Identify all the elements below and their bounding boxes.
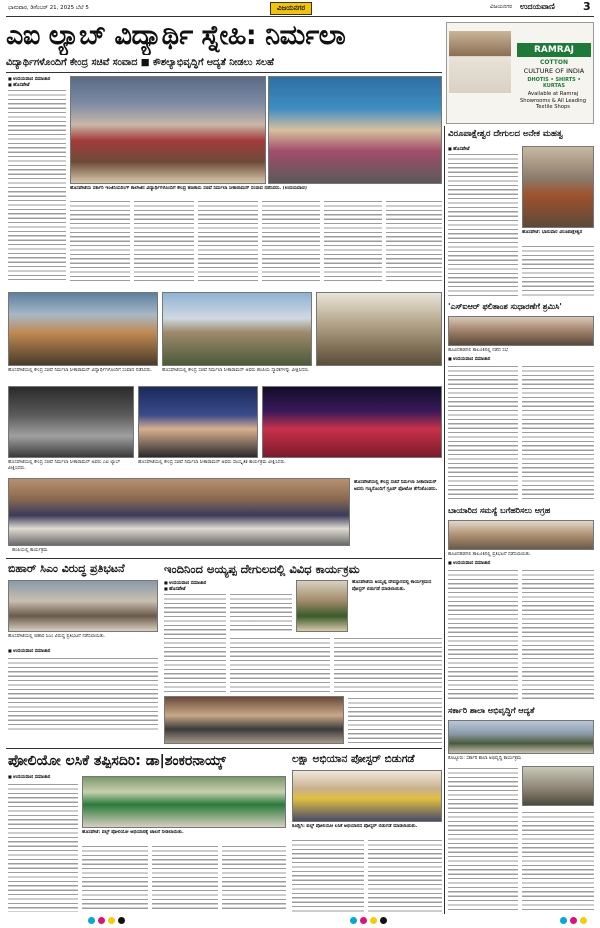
story2-body-col2 bbox=[522, 364, 594, 502]
ad-product: COTTON bbox=[540, 59, 568, 66]
page-number: 3 bbox=[583, 0, 591, 13]
lead-body-col5 bbox=[262, 199, 320, 281]
group-photo bbox=[8, 478, 350, 546]
ayyappa-body-col5 bbox=[348, 696, 442, 744]
strip-photo-4 bbox=[8, 386, 134, 458]
section-tag: ವಿಜಯನಗರ bbox=[270, 2, 312, 15]
lead-dateline: ■ ಹೊಸಪೇಟೆ bbox=[8, 82, 30, 88]
ad-brand-logo: RAMRAJ bbox=[517, 43, 591, 57]
lead-rule bbox=[6, 72, 442, 73]
laksha-photo bbox=[292, 770, 442, 822]
lead-byline: ■ ಉದಯವಾಣಿ ಸಮಾಚಾರ bbox=[8, 76, 50, 82]
story2-photo bbox=[448, 316, 594, 346]
polio-body-col2 bbox=[82, 844, 148, 912]
story3-photo-caption: ಹೂವಿನಹಡಗಲಿ ತಾಲೂಕಿನಲ್ಲಿ ಪ್ರತಿಭಟನೆ ನಡೆಸಲಾಯಿತು. bbox=[448, 552, 532, 557]
story2-byline: ■ ಉದಯವಾಣಿ ಸಮಾಚಾರ bbox=[448, 356, 490, 362]
strip-caption-4: ಹೊಸಪೇಟೆಯಲ್ಲಿ ಕೇಂದ್ರ ಸಚಿವೆ ನಿರ್ಮಲಾ ಸೀತಾರಾಮನ್ ಅವರು ಸಾಂಸ್ಕೃತಿಕ ಕಾರ್ಯಕ್ರಮ ವೀಕ್ಷಿಸಿದರು. bbox=[138, 460, 287, 465]
strip-caption-3: ಹೊಸಪೇಟೆಯಲ್ಲಿ ಕೇಂದ್ರ ಸಚಿವೆ ನಿರ್ಮಲಾ ಸೀತಾರಾಮನ್ ಅವರು ಎಐ ಲ್ಯಾಬ್ ವೀಕ್ಷಿಸಿದರು. bbox=[8, 460, 121, 471]
reg-mark bbox=[350, 917, 357, 924]
story3-body-col2 bbox=[522, 568, 594, 702]
story2-body-col1 bbox=[448, 364, 518, 502]
story4-body-col1 bbox=[448, 766, 518, 912]
laksha-photo-caption: ಕೂಡ್ಲಿಗಿ: ಪಲ್ಸ್ ಪೋಲಿಯೋ ಲಸಿಕೆ ಅಭಿಯಾನದ ಪೋಸ್ಟರ್ ಬಿಡುಗಡೆ ಮಾಡಲಾಯಿತು. bbox=[292, 824, 418, 829]
story1-photo-caption: ಹೊಸಪೇಟೆ: ಭಾನುವಾರ ವಿರೂಪಾಕ್ಷೇಶ್ವರ bbox=[522, 230, 583, 235]
strip-photo-5 bbox=[138, 386, 258, 458]
reg-mark bbox=[98, 917, 105, 924]
story1-dateline: ■ ಹೊಸಪೇಟೆ bbox=[448, 146, 470, 152]
lead-body-col1 bbox=[8, 88, 66, 280]
reg-mark bbox=[560, 917, 567, 924]
story4-photo-2 bbox=[522, 766, 594, 806]
mid-rule bbox=[6, 558, 442, 559]
story2-headline: 'ಎಸ್ಐಆರ್ ಫಲಿತಾಂಶ ಸುಧಾರಣೆಗೆ ಶ್ರಮಿಸಿ' bbox=[448, 302, 562, 311]
laksha-headline: ಲಕ್ಷಾ ಅಭಿಯಾನ ಪೋಸ್ಟರ್ ಬಿಡುಗಡೆ bbox=[292, 753, 415, 765]
ramraj-ad bbox=[446, 22, 594, 124]
story4-body-col2 bbox=[522, 810, 594, 912]
lower-rule bbox=[6, 748, 442, 749]
registration-marks bbox=[0, 914, 600, 928]
story1-photo bbox=[522, 146, 594, 228]
reg-mark bbox=[360, 917, 367, 924]
ad-availability: Available at Ramraj Showrooms & All Leading Textile Shops bbox=[519, 91, 587, 110]
right-col-divider bbox=[444, 126, 445, 914]
story4-headline: ಸರ್ಕಾರಿ ಶಾಲಾ ಅಭಿವೃದ್ಧಿಗೆ ಆದ್ಯತೆ bbox=[448, 706, 535, 715]
strip-photo-2 bbox=[162, 292, 312, 366]
ayyappa-body-col1 bbox=[164, 592, 226, 692]
reg-mark bbox=[570, 917, 577, 924]
story1-body-col2 bbox=[522, 244, 594, 298]
ayyappa-headline: ಇಂದಿನಿಂದ ಅಯ್ಯಪ್ಪ ದೇಗುಲದಲ್ಲಿ ವಿವಿಧ ಕಾರ್ಯಕ್ರಮ bbox=[164, 562, 360, 576]
strip-caption-2: ಹೊಸಪೇಟೆಯಲ್ಲಿ ಕೇಂದ್ರ ಸಚಿವೆ ನಿರ್ಮಲಾ ಸೀತಾರಾಮನ್ ಅವರು ಹಂಪಿಯ ಸ್ಮಾರಕಗಳನ್ನು ವೀಕ್ಷಿಸಿದರು. bbox=[162, 368, 310, 373]
reg-mark bbox=[108, 917, 115, 924]
story3-byline: ■ ಉದಯವಾಣಿ ಸಮಾಚಾರ bbox=[448, 560, 490, 566]
ayyappa-byline: ■ ಉದಯವಾಣಿ ಸಮಾಚಾರ bbox=[164, 580, 206, 586]
strip-photo-6 bbox=[262, 386, 442, 458]
polio-body-col3 bbox=[152, 844, 218, 912]
paper-name: ಉದಯವಾಣಿ bbox=[520, 2, 555, 11]
strip-photo-1 bbox=[8, 292, 158, 366]
ayyappa-photo bbox=[296, 580, 348, 632]
laksha-body-col1 bbox=[292, 838, 364, 912]
bihar-byline: ■ ಉದಯವಾಣಿ ಸಮಾಚಾರ bbox=[8, 648, 50, 654]
group-caption-left: ಹಂಪಿಯಲ್ಲಿ ಕಾರ್ಯಕ್ರಮ bbox=[12, 548, 48, 553]
ayyappa-body-col3 bbox=[230, 636, 330, 692]
bihar-body bbox=[8, 656, 158, 730]
ad-model-photo bbox=[449, 31, 511, 93]
bihar-photo bbox=[8, 580, 158, 632]
ad-items: DHOTIS • SHIRTS • KURTAS bbox=[527, 77, 581, 89]
reg-mark bbox=[118, 917, 125, 924]
lead-photo-caption: ಹೊಸಪೇಟೆಯ ಸರ್ಕಾರಿ ಇಂಜಿನಿಯರಿಂಗ್ ಕಾಲೇಜಿನ ವಿದ್ಯಾರ್ಥಿಗಳೊಂದಿಗೆ ಕೇಂದ್ರ ಹಣಕಾಸು ಸಚಿವೆ ನಿರ್ಮಲಾ ಸೀತಾರಾಮನ್ ಸಂವಾದ ನಡೆಸಿದರು. (ಉದಯವಾಣಿ) bbox=[70, 186, 307, 191]
laksha-body-col2 bbox=[368, 838, 442, 912]
ayyappa-body-col2 bbox=[230, 592, 292, 632]
polio-byline: ■ ಉದಯವಾಣಿ ಸಮಾಚಾರ bbox=[8, 774, 50, 780]
ayyappa-body-col4 bbox=[334, 636, 442, 692]
lead-subheadline: ವಿದ್ಯಾರ್ಥಿಗಳೊಂದಿಗೆ ಕೇಂದ್ರ ಸಚಿವೆ ಸಂವಾದ ■ ಕೌಶಲ್ಯಾಭಿವೃದ್ಧಿಗೆ ಆದ್ಯತೆ ನೀಡಲು ಸಲಹೆ bbox=[6, 57, 274, 68]
lead-body-col2 bbox=[70, 199, 130, 281]
ayyappa-photo-2 bbox=[164, 696, 344, 744]
story4-photo bbox=[448, 720, 594, 754]
bihar-photo-caption: ಹೊಸಪೇಟೆಯಲ್ಲಿ ಬಿಹಾರ ಸಿಎಂ ವಿರುದ್ಧ ಪ್ರತಿಭಟನೆ ನಡೆಸಲಾಯಿತು. bbox=[8, 634, 106, 639]
lead-photo-2 bbox=[268, 76, 442, 184]
story2-photo-caption: ಹೂವಿನಹಡಗಲಿ ತಾಲೂಕಿನಲ್ಲಿ ನಡೆದ ಸಭೆ bbox=[448, 348, 509, 353]
story3-body-col1 bbox=[448, 568, 518, 702]
bihar-headline: ಬಿಹಾರ್ ಸಿಎಂ ವಿರುದ್ಧ ಪ್ರತಿಭಟನೆ bbox=[8, 562, 125, 575]
reg-mark bbox=[88, 917, 95, 924]
lead-body-col6 bbox=[324, 199, 382, 281]
lead-headline: ಎಐ ಲ್ಯಾಬ್ ವಿದ್ಯಾರ್ಥಿ ಸ್ನೇಹಿ: ನಿರ್ಮಲಾ bbox=[6, 20, 346, 51]
ad-tagline: CULTURE OF INDIA bbox=[523, 67, 585, 75]
masthead-section-right: ವಿಜಯನಗರ bbox=[490, 4, 513, 10]
polio-photo bbox=[82, 776, 286, 828]
ayyappa-photo-caption: ಹೊಸಪೇಟೆಯ ಅಯ್ಯಪ್ಪ ದೇವಸ್ಥಾನದಲ್ಲಿ ಕಾರ್ಯಕ್ರಮದ ಪೋಸ್ಟರ್ ಬಿಡುಗಡೆ ಮಾಡಲಾಯಿತು. bbox=[352, 580, 432, 592]
polio-body-col4 bbox=[222, 844, 286, 912]
lead-body-col4 bbox=[198, 199, 258, 281]
ayyappa-dateline: ■ ಹೊಸಪೇಟೆ bbox=[164, 586, 186, 592]
strip-photo-3 bbox=[316, 292, 442, 366]
story1-headline: ವಿರೂಪಾಕ್ಷೇಶ್ವರ ದೇಗುಲದ ಅನೇಕ ಮಹತ್ವ bbox=[448, 129, 563, 139]
story3-photo bbox=[448, 520, 594, 550]
strip-caption-1: ಹೊಸಪೇಟೆಯಲ್ಲಿ ಕೇಂದ್ರ ಸಚಿವೆ ನಿರ್ಮಲಾ ಸೀತಾರಾಮನ್ ವಿದ್ಯಾರ್ಥಿಗಳೊಂದಿಗೆ ಸಂವಾದ ನಡೆಸಿದರು. bbox=[8, 368, 153, 373]
polio-body-col1 bbox=[8, 782, 78, 912]
lead-body-col7 bbox=[386, 199, 442, 281]
reg-mark bbox=[370, 917, 377, 924]
masthead bbox=[0, 0, 600, 18]
reg-mark bbox=[580, 917, 587, 924]
story3-headline: ಬಾಯಾರಿದ ಸಮಸ್ಯೆ ಬಗೆಹರಿಸಲು ಆಗ್ರಹ bbox=[448, 506, 551, 515]
polio-photo-caption: ಹೊಸಪೇಟೆ: ಪಲ್ಸ್ ಪೋಲಿಯೋ ಅಭಿಯಾನಕ್ಕೆ ಚಾಲನೆ ನೀಡಲಾಯಿತು. bbox=[82, 830, 184, 835]
reg-mark bbox=[380, 917, 387, 924]
masthead-date: ಭಾನುವಾರ, ಡಿಸೆಂಬರ್ 21, 2025 ಬೆಲೆ 5 bbox=[8, 5, 89, 11]
story4-photo-caption: ಕೊಟ್ಟೂರು: ಸರ್ಕಾರಿ ಶಾಲಾ ಅಭಿವೃದ್ಧಿ ಕಾರ್ಯಕ್ರಮ bbox=[448, 756, 522, 761]
group-caption-right: ಹೊಸಪೇಟೆಯಲ್ಲಿ ಕೇಂದ್ರ ಸಚಿವೆ ನಿರ್ಮಲಾ ಸೀತಾರಾಮನ್ ಅವರು ಗಣ್ಯರೊಂದಿಗೆ ಗ್ರೂಪ್ ಫೋಟೋ ತೆಗೆಸಿಕೊಂಡರು. bbox=[354, 480, 438, 492]
lead-photo bbox=[70, 76, 266, 184]
lead-body-col3 bbox=[134, 199, 194, 281]
polio-headline: ಪೋಲಿಯೋ ಲಸಿಕೆ ತಪ್ಪಿಸದಿರಿ: ಡಾ|ಶಂಕರನಾಯ್ಕ್ bbox=[8, 753, 226, 769]
story1-body-col1 bbox=[448, 152, 518, 298]
